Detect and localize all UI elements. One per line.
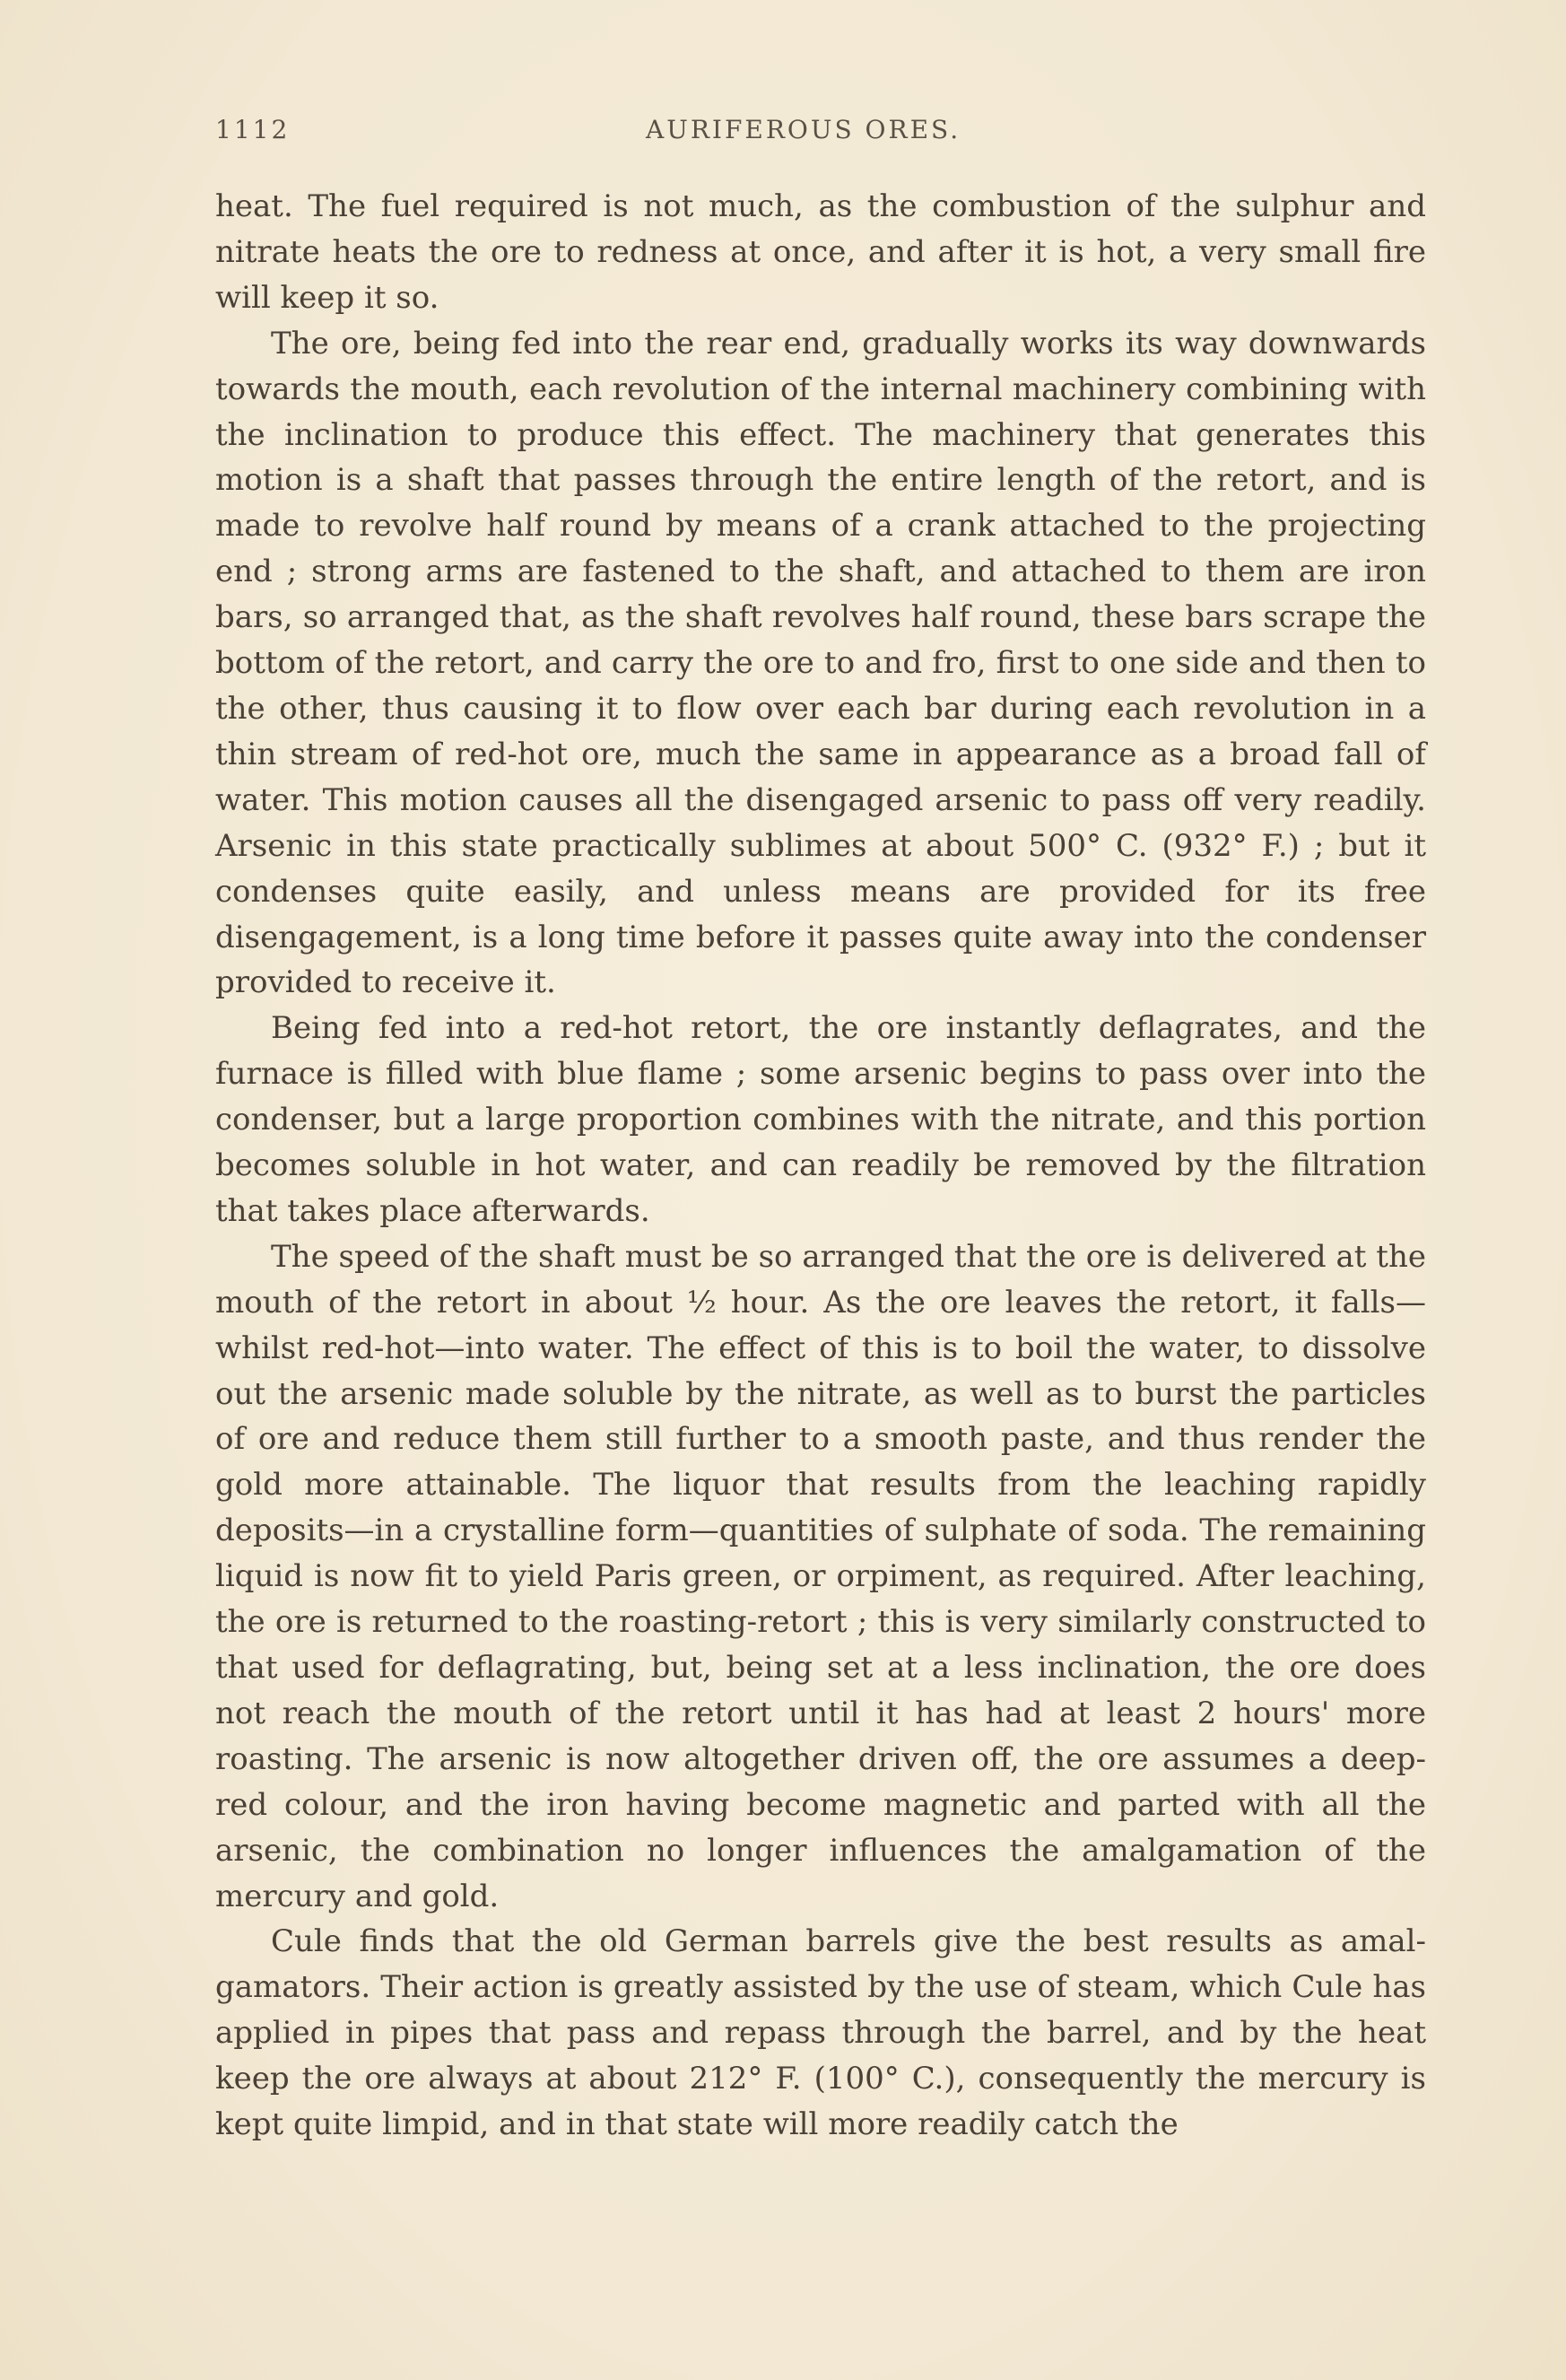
paragraph-shaft-speed: The speed of the shaft must be so arranged that the ore is delivered at the mouth of the retort in about ½ hour. As the ore leaves the retort, it falls—whilst red-hot—into water. The effect of this is to boil the water, to dissolve out the arsenic made soluble by the nitrate, as well as to burst the particles of ore and reduce them still further to a smooth paste, and thus render the gold more attainable. The liquor that results from the leaching rapidly deposits—in a crystalline form—quantities of sulphate of soda. The remaining liquid is now fit to yield Paris green, or orpiment, as required. After leaching, the ore is returned to the roasting-retort ; this is very similarly constructed to that used for deflagrating, but, being set at a less inclination, the ore does not reach the mouth of the retort until it has had at least 2 hours' more roasting. The arsenic is now altogether driven off, the ore assumes a deep-red colour, and the iron having become magnetic and parted with all the arsenic, the combination no longer influences the amalgamation of the mercury and gold. [215,1238,1426,1914]
paragraph-machinery: The ore, being fed into the rear end, gradually works its way downwards towards the mouth, each revolution of the internal machinery combining with the inclination to produce this effect. The machinery that generates this motion is a shaft that passes through the entire length of the retort, and is made to revolve half round by means of a crank attached to the projecting end ; strong arms are fastened to the shaft, and attached to them are iron bars, so arranged that, as the shaft revolves half round, these bars scrape the bottom of the retort, and carry the ore to and fro, first to one side and then to the other, thus causing it to flow over each bar during each revolution in a thin stream of red-hot ore, much the same in appearance as a broad fall of water. This motion causes all the disengaged arsenic to pass off very readily. Arsenic in this state practically sublimes at about 500° C. (932° F.) ; but it condenses quite easily, and unless means are provided for its free disengagement, is a long time before it passes quite away into the condenser provided to receive it. [215,325,1426,1001]
paragraph-amalgamators: Cule finds that the old German barrels give the best results as amalgamators. Their action is greatly assisted by the use of steam, which Cule has applied in pipes that pass and repass through the barrel, and by the heat keep the ore always at about 212° F. (100° C.), consequently the mercury is kept quite limpid, and in that state will more readily catch the [215,1923,1426,2143]
body-text [215,184,1426,2148]
running-title: AURIFEROUS ORES. [646,115,961,144]
page-number: 1112 [215,115,291,144]
paragraph-deflagration: Being fed into a red-hot retort, the ore instantly deflagrates, and the furnace is filled with blue flame ; some arsenic begins to pass over into the condenser, but a large proportion combines with the nitrate, and this portion becomes soluble in hot water, and can readily be removed by the filtration that takes place afterwards. [215,1010,1426,1229]
page-header [215,115,1426,151]
paragraph-continued: heat. The fuel required is not much, as the combustion of the sulphur and nitrate heats the ore to redness at once, and after it is hot, a very small fire will keep it so. [215,188,1426,316]
